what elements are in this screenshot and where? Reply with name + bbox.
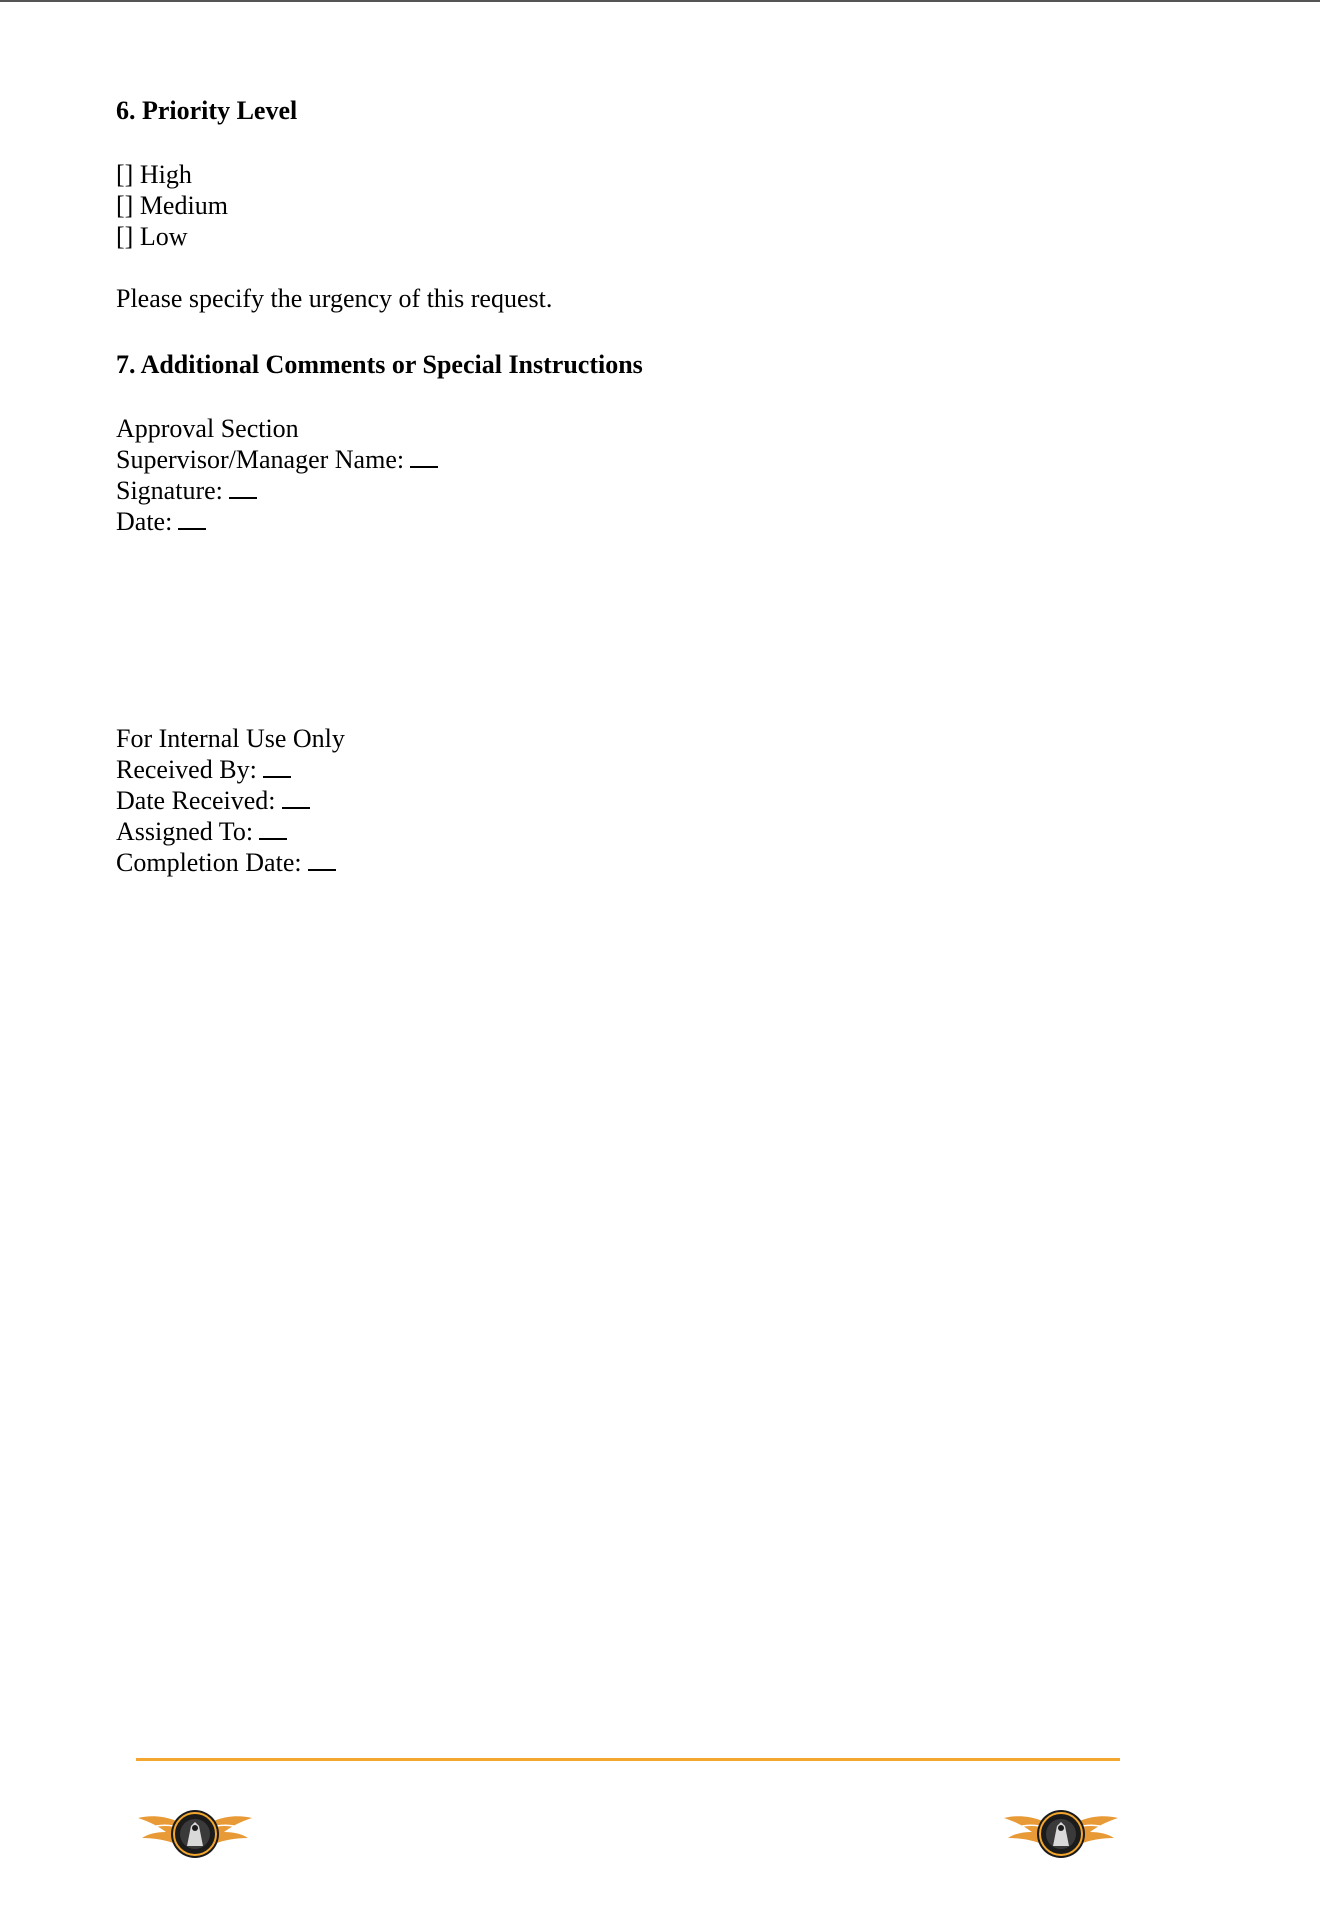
date-received-label: Date Received: — [116, 786, 276, 815]
completion-date-label: Completion Date: — [116, 848, 302, 877]
completion-date-field[interactable] — [116, 850, 336, 876]
date-received-blank[interactable] — [282, 807, 310, 809]
approval-section-title: Approval Section — [116, 414, 299, 443]
date-received-field[interactable] — [116, 788, 310, 814]
winged-emblem-icon — [136, 1806, 254, 1862]
assigned-to-blank[interactable] — [259, 838, 287, 840]
signature-blank[interactable] — [229, 497, 257, 499]
assigned-to-field[interactable] — [116, 819, 287, 845]
assigned-to-label: Assigned To: — [116, 817, 254, 846]
priority-option-low[interactable]: [] Low — [116, 222, 188, 251]
priority-option-high[interactable]: [] High — [116, 160, 192, 189]
received-by-blank[interactable] — [263, 776, 291, 778]
received-by-field[interactable] — [116, 757, 291, 783]
winged-emblem-icon — [1002, 1806, 1120, 1862]
internal-use-title: For Internal Use Only — [116, 724, 345, 753]
signature-label: Signature: — [116, 476, 223, 505]
approval-date-field[interactable] — [116, 509, 206, 535]
manager-name-label: Supervisor/Manager Name: — [116, 445, 405, 474]
priority-instruction: Please specify the urgency of this request. — [116, 284, 553, 313]
manager-name-field[interactable] — [116, 447, 438, 473]
approval-date-blank[interactable] — [178, 528, 206, 530]
manager-name-blank[interactable] — [410, 466, 438, 468]
section-heading-priority: 6. Priority Level — [116, 96, 298, 125]
priority-option-medium[interactable]: [] Medium — [116, 191, 228, 220]
completion-date-blank[interactable] — [308, 869, 336, 871]
received-by-label: Received By: — [116, 755, 257, 784]
section-heading-comments: 7. Additional Comments or Special Instructions — [116, 350, 643, 379]
page-top-border — [0, 0, 1320, 2]
approval-date-label: Date: — [116, 507, 173, 536]
footer-divider — [136, 1758, 1120, 1761]
signature-field[interactable] — [116, 478, 257, 504]
